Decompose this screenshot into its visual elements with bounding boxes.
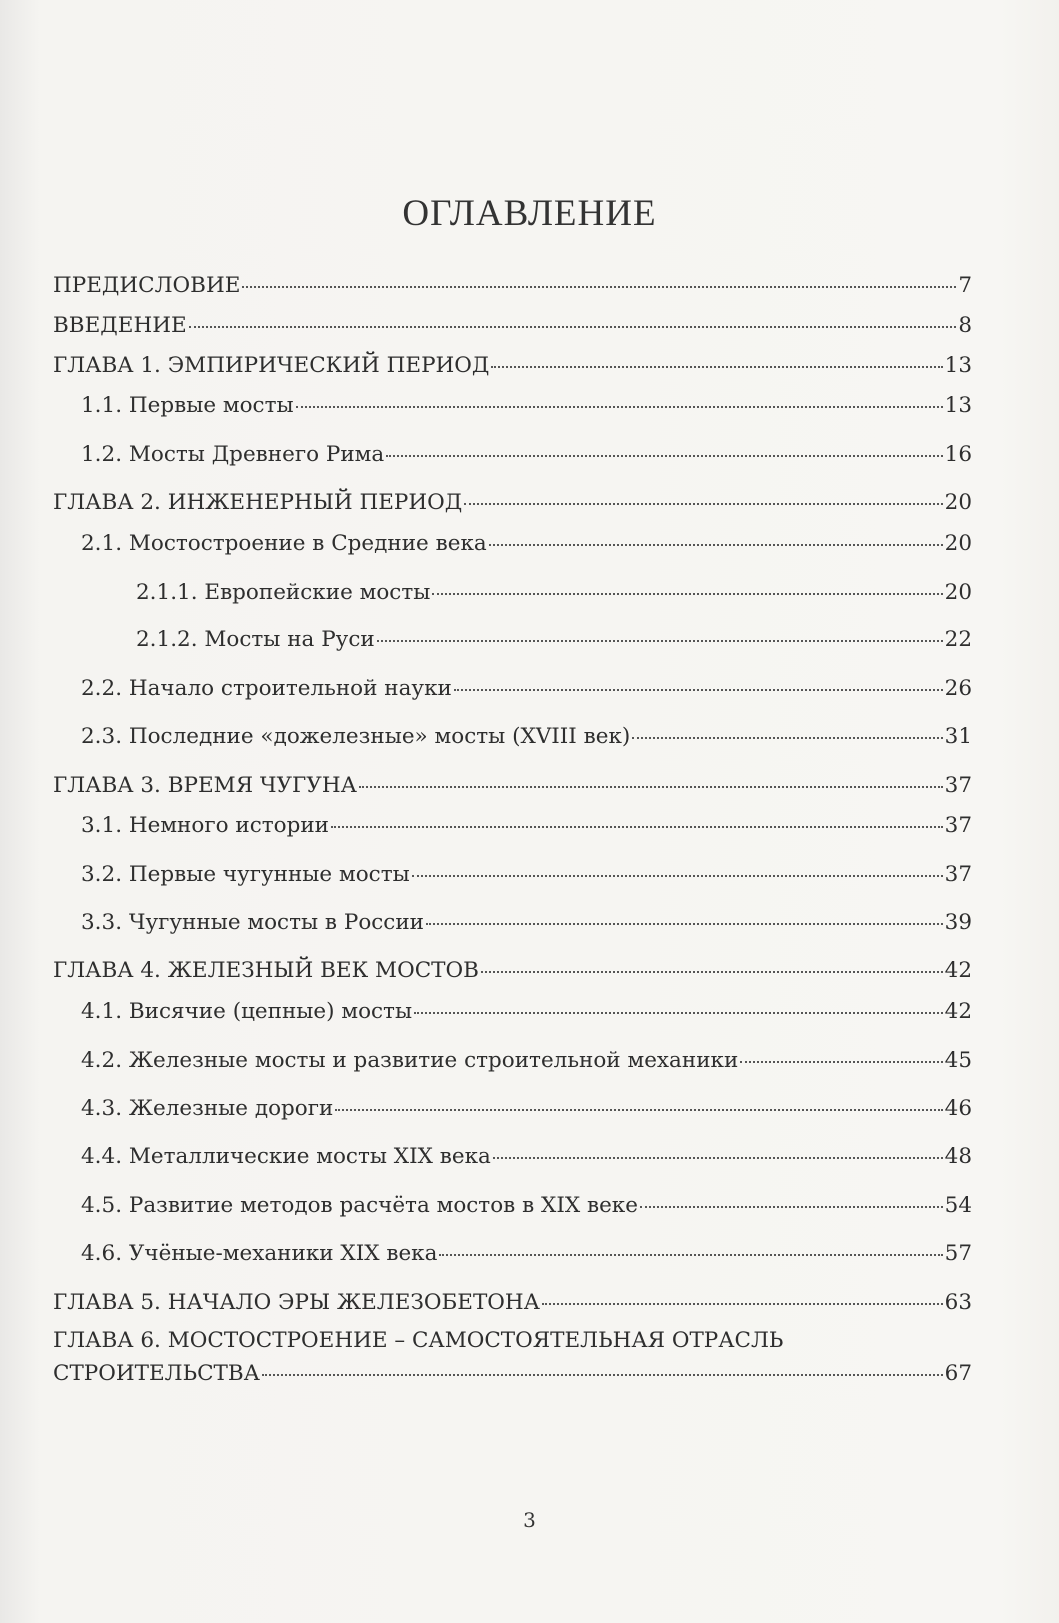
toc-entry-label: ГЛАВА 4. ЖЕЛЕЗНЫЙ ВЕК МОСТОВ: [53, 958, 479, 983]
toc-entry-chapter-2[interactable]: [53, 488, 972, 518]
dot-leader: [464, 502, 942, 505]
toc-entry-page: 31: [944, 724, 972, 749]
toc-entry-page: 46: [944, 1096, 972, 1121]
toc-entry-label: ПРЕДИСЛОВИЕ: [53, 273, 241, 298]
toc-entry-page: 13: [944, 353, 972, 378]
toc-entry-chapter-6-line1[interactable]: ГЛАВА 6. МОСТОСТРОЕНИЕ – САМОСТОЯТЕЛЬНАЯ ОТРАСЛЬ: [53, 1328, 784, 1353]
toc-entry-label: ГЛАВА 3. ВРЕМЯ ЧУГУНА: [53, 773, 357, 798]
toc-entry-label: 2.3. Последние «дожелезные» мосты (XVIII век): [81, 724, 631, 749]
toc-entry-section-3-3[interactable]: [81, 908, 972, 938]
toc-entry-page: 37: [944, 862, 972, 887]
toc-entry-page: 54: [944, 1193, 972, 1218]
toc-entry-label: 2.1.1. Европейские мосты: [136, 580, 431, 605]
dot-leader: [386, 454, 942, 457]
toc-entry-label: 3.2. Первые чугунные мосты: [81, 862, 410, 887]
toc-entry-label: 2.1.2. Мосты на Руси: [136, 627, 375, 652]
toc-entry-section-2-1[interactable]: [81, 529, 972, 559]
toc-title: ОГЛАВЛЕНИЕ: [402, 193, 657, 234]
toc-entry-page: 22: [944, 627, 972, 652]
toc-entry-chapter-1[interactable]: [53, 351, 972, 381]
dot-leader: [335, 1108, 942, 1111]
toc-entry-section-2-3[interactable]: [81, 722, 972, 752]
toc-entry-chapter-4[interactable]: [53, 956, 972, 986]
toc-entry-page: 63: [944, 1290, 972, 1315]
dot-leader: [454, 688, 943, 691]
toc-entry-page: 57: [944, 1241, 972, 1266]
dot-leader: [426, 922, 943, 925]
page-number: 3: [523, 1508, 536, 1532]
toc-entry-label: ГЛАВА 5. НАЧАЛО ЭРЫ ЖЕЛЕЗОБЕТОНА: [53, 1290, 540, 1315]
dot-leader: [262, 1373, 943, 1376]
toc-entry-page: 48: [944, 1144, 972, 1169]
toc-entry-label: 2.2. Начало строительной науки: [81, 676, 452, 701]
toc-entry-section-4-2[interactable]: [81, 1046, 972, 1076]
toc-entry-label: ГЛАВА 2. ИНЖЕНЕРНЫЙ ПЕРИОД: [53, 490, 463, 515]
toc-entry-label: 4.1. Висячие (цепные) мосты: [81, 999, 413, 1024]
dot-leader: [377, 639, 943, 642]
toc-entry-page: 20: [944, 580, 972, 605]
toc-entry-label: ВВЕДЕНИЕ: [53, 313, 187, 338]
toc-entry-page: 39: [944, 910, 972, 935]
toc-entry-section-2-1-2[interactable]: [136, 625, 972, 655]
toc-entry-preface[interactable]: [53, 271, 972, 301]
dot-leader: [493, 1156, 943, 1159]
toc-entry-page: 67: [944, 1361, 972, 1386]
dot-leader: [331, 825, 943, 828]
toc-entry-page: 45: [944, 1048, 972, 1073]
dot-leader: [489, 543, 943, 546]
toc-entry-page: 20: [944, 531, 972, 556]
toc-entry-label: 4.4. Металлические мосты XIX века: [81, 1144, 491, 1169]
toc-entry-label: 4.2. Железные мосты и развитие строительной механики: [81, 1048, 739, 1073]
dot-leader: [412, 874, 943, 877]
toc-entry-page: 42: [944, 958, 972, 983]
toc-entry-chapter-3[interactable]: [53, 771, 972, 801]
dot-leader: [414, 1011, 943, 1014]
toc-entry-label: 2.1. Мостостроение в Средние века: [81, 531, 487, 556]
dot-leader: [359, 785, 943, 788]
toc-entry-page: 37: [944, 813, 972, 838]
toc-entry-label: 4.3. Железные дороги: [81, 1096, 334, 1121]
dot-leader: [740, 1060, 942, 1063]
toc-entry-page: 37: [944, 773, 972, 798]
toc-entry-section-4-6[interactable]: [81, 1239, 972, 1269]
toc-entry-section-3-1[interactable]: [81, 811, 972, 841]
toc-entry-page: 42: [944, 999, 972, 1024]
dot-leader: [491, 365, 942, 368]
dot-leader: [189, 325, 957, 328]
toc-entry-section-1-2[interactable]: [81, 440, 972, 470]
toc-entry-label: 3.1. Немного истории: [81, 813, 330, 838]
toc-entry-label: ГЛАВА 1. ЭМПИРИЧЕСКИЙ ПЕРИОД: [53, 353, 490, 378]
dot-leader: [242, 285, 956, 288]
toc-entry-page: 8: [958, 313, 972, 338]
dot-leader: [632, 736, 942, 739]
toc-entry-label: СТРОИТЕЛЬСТВА: [53, 1361, 260, 1386]
toc-entry-section-4-3[interactable]: [81, 1094, 972, 1124]
toc-entry-introduction[interactable]: [53, 311, 972, 341]
toc-entry-section-3-2[interactable]: [81, 860, 972, 890]
dot-leader: [481, 970, 943, 973]
toc-entry-section-4-1[interactable]: [81, 997, 972, 1027]
toc-entry-section-1-1[interactable]: [81, 391, 972, 421]
toc-entry-label: 4.6. Учёные-механики XIX века: [81, 1241, 438, 1266]
toc-entry-section-2-1-1[interactable]: [136, 578, 972, 608]
dot-leader: [640, 1205, 943, 1208]
toc-entry-label: 3.3. Чугунные мосты в России: [81, 910, 425, 935]
dot-leader: [432, 592, 942, 595]
dot-leader: [296, 405, 943, 408]
toc-entry-page: 20: [944, 490, 972, 515]
toc-entry-chapter-6[interactable]: [53, 1359, 972, 1389]
toc-entry-label: 4.5. Развитие методов расчёта мостов в XIX веке: [81, 1193, 638, 1218]
toc-entry-page: 26: [944, 676, 972, 701]
toc-entry-section-4-5[interactable]: [81, 1191, 972, 1221]
toc-entry-page: 7: [958, 273, 972, 298]
dot-leader: [542, 1302, 943, 1305]
toc-entry-section-4-4[interactable]: [81, 1142, 972, 1172]
toc-entry-page: 13: [944, 393, 972, 418]
toc-entry-label: 1.1. Первые мосты: [81, 393, 294, 418]
toc-entry-page: 16: [944, 442, 972, 467]
toc-entry-label: 1.2. Мосты Древнего Рима: [81, 442, 385, 467]
dot-leader: [439, 1253, 942, 1256]
toc-entry-section-2-2[interactable]: [81, 674, 972, 704]
toc-entry-chapter-5[interactable]: [53, 1288, 972, 1318]
